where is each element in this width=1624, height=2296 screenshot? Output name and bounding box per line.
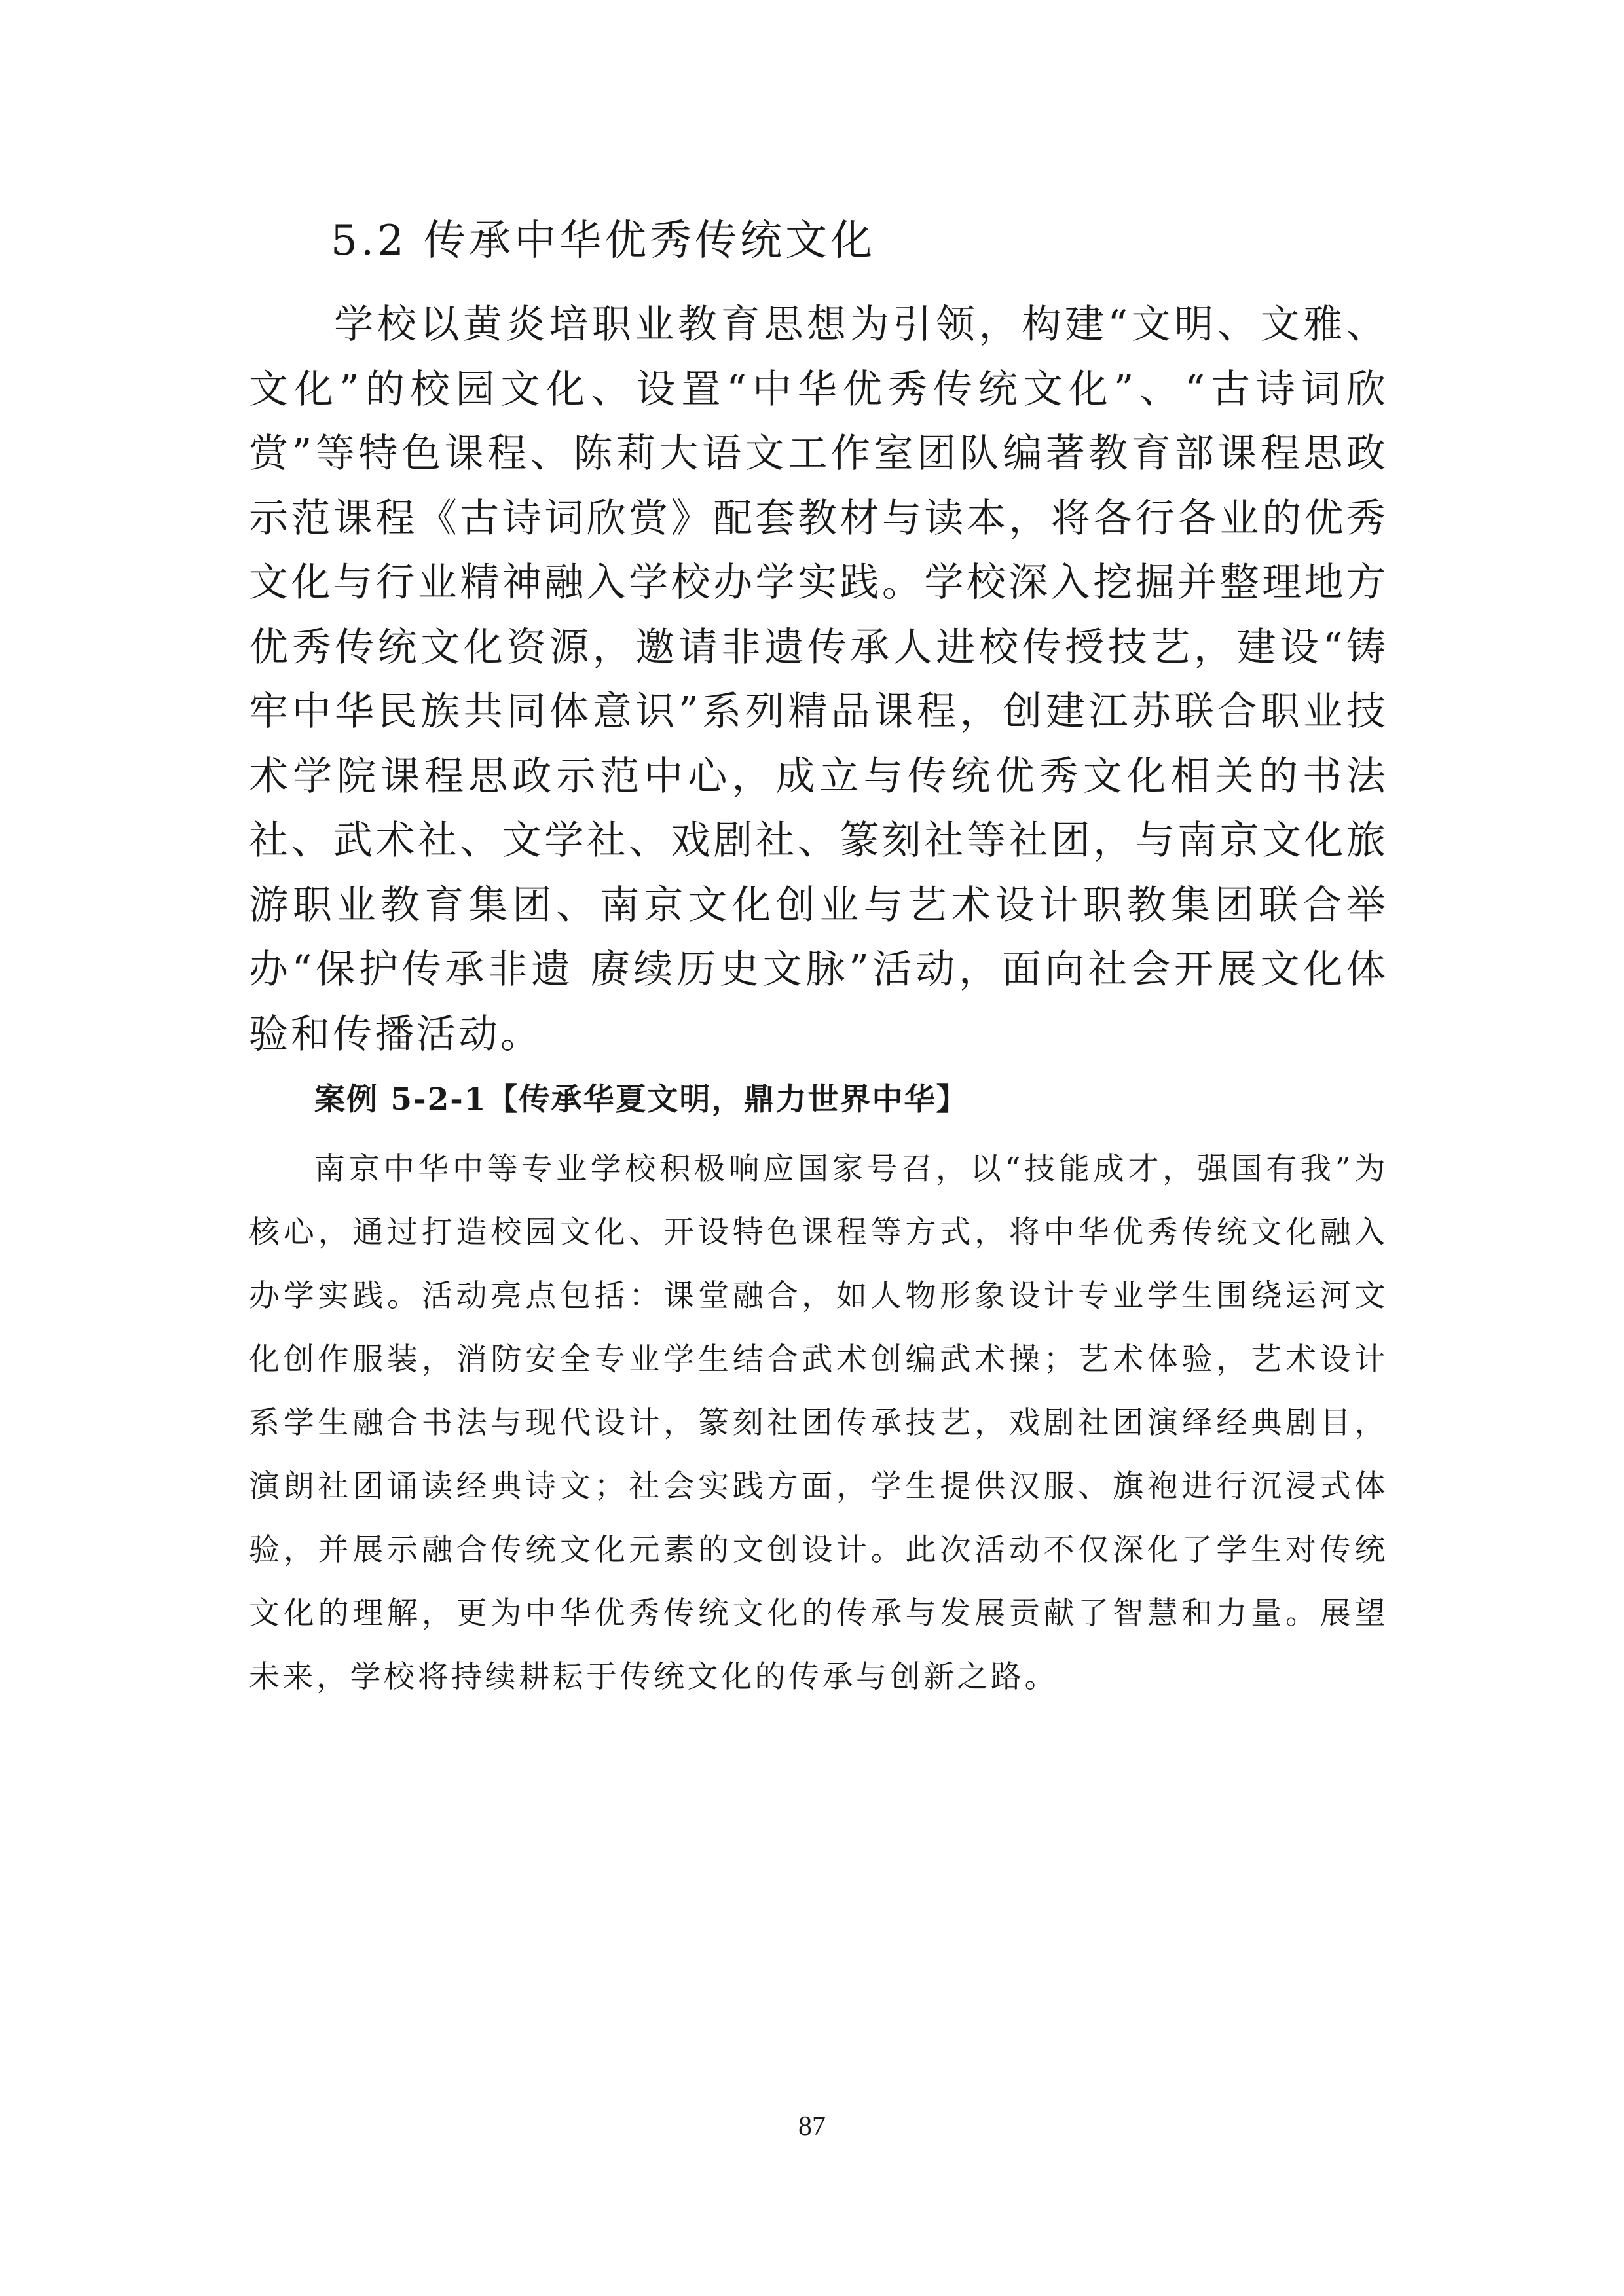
page-number: 87: [798, 2111, 826, 2141]
case-title: 案例 5-2-1【传承华夏文明，鼎力世界中华】: [314, 1082, 969, 1118]
body-paragraph: 学校以黄炎培职业教育思想为引领，构建“文明、文雅、文化”的校园文化、设置“中华优秀传统文化”、“古诗词欣赏”等特色课程、陈莉大语文工作室团队编著教育部课程思政示范课程《古诗词欣赏》配套教材与读本，将各行各业的优秀文化与行业精神融入学校办学实践。学校深入挖掘并整理地方优秀传统文化资源，邀请非遗传承人进校传授技艺，建设“铸牢中华民族共同体意识”系列精品课程，创建江苏联合职业技术学院课程思政示范中心，成立与传统优秀文化相关的书法社、武术社、文学社、戏剧社、篆刻社等社团，与南京文化旅游职业教育集团、南京文化创业与艺术设计职教集团联合举办“保护传承非遗 赓续历史文脉”活动，面向社会开展文化体验和传播活动。: [249, 302, 1388, 1057]
section-heading: 5.2 传承中华优秀传统文化: [331, 217, 876, 265]
case-body: 南京中华中等专业学校积极响应国家号召，以“技能成才，强国有我”为核心，通过打造校园文化、开设特色课程等方式，将中华优秀传统文化融入办学实践。活动亮点包括：课堂融合，如人物形象设计专业学生围绕运河文化创作服装，消防安全专业学生结合武术创编武术操；艺术体验，艺术设计系学生融合书法与现代设计，篆刻社团传承技艺，戏剧社团演绎经典剧目，演朗社团诵读经典诗文；社会实践方面，学生提供汉服、旗袍进行沉浸式体验，并展示融合传统文化元素的文创设计。此次活动不仅深化了学生对传统文化的理解，更为中华优秀传统文化的传承与发展贡献了智慧和力量。展望未来，学校将持续耕耘于传统文化的传承与创新之路。: [249, 1151, 1388, 1695]
